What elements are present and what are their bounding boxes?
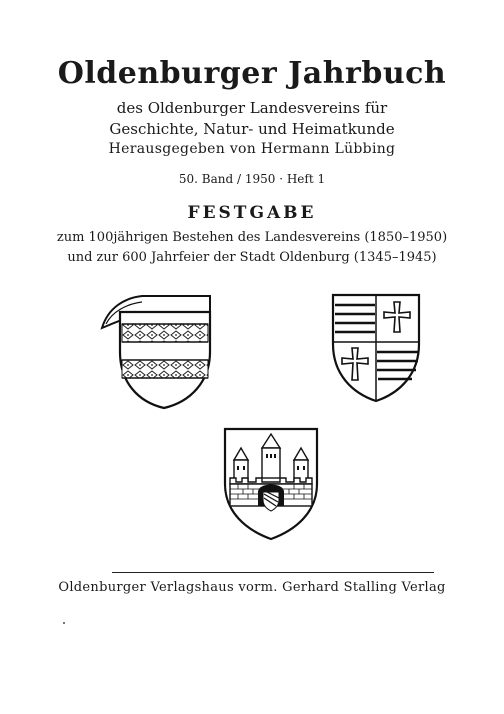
volume-info: 50. Band / 1950 · Heft 1 xyxy=(178,172,326,186)
publisher-line: Oldenburger Verlagshaus vorm. Gerhard Stalling Verlag xyxy=(58,580,446,595)
left-coat-of-arms-icon xyxy=(98,290,220,412)
festgabe-line-1: zum 100jährigen Bestehen des Landesvereins (1850–1950) xyxy=(56,230,448,245)
journal-title: Oldenburger Jahrbuch xyxy=(57,56,447,91)
subtitle-line-1: des Oldenburger Landesvereins für xyxy=(116,99,388,117)
editor-line: Herausgegeben von Hermann Lübbing xyxy=(108,141,396,157)
right-coat-of-arms-icon xyxy=(330,292,422,404)
subtitle-line-2: Geschichte, Natur- und Heimatkunde xyxy=(109,120,395,138)
city-coat-of-arms-icon xyxy=(222,426,320,542)
footer-divider xyxy=(112,572,434,573)
festgabe-line-2: und zur 600 Jahrfeier der Stadt Oldenburg (1345–1945) xyxy=(67,250,437,265)
page-speck xyxy=(63,622,65,624)
festgabe-heading: FESTGABE xyxy=(187,203,317,223)
